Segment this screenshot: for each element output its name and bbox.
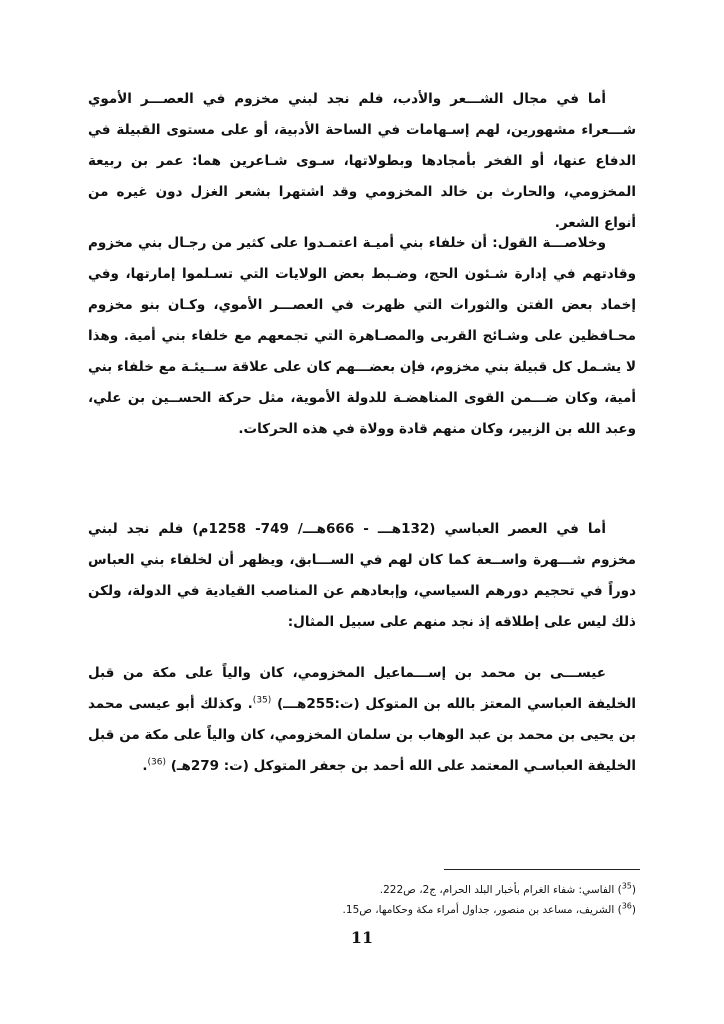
footnote-reference-36[interactable]: (36) (147, 757, 166, 768)
footnote-36: ($^{36}$) الشريف، مساعد بن منصور، جداول أمراء مكة وحكامها، ص15. (342, 901, 636, 916)
paragraph-2-text: وخلاصـــة القول: أن خلفاء بني أميـة اعتمـدوا على كثير من رجـال بني مخزوم وقادتهم في إدارة شـئون الحج، وضـبط بعض الولايات التي تسـلموا إمارتها، وفي إخماد بعض الفتن والثورات التي ظهرت في العصـــر الأموي، وكـان بنو مخزوم محـافظين على وشـائج القربى والمصـاهرة التي تجمعهم مع خلفاء بني أمية. وهذا لا يشـمل كل قبيلة بني مخزوم، فإن بعضـــهم كان على علاقة ســيئـة مع خلفاء بني أمية، وكان ضـــمن القوى المناهضـة للدولة الأموية، مثل حركة الحســين بن علي، وعبد الله بن الزبير، وكان منهم قادة وولاة في هذه الحركات. (88, 235, 636, 437)
paragraph-4-text-part-3: . (142, 758, 148, 774)
footnote-number: 35 (621, 881, 632, 891)
page-number: 11 (350, 928, 374, 947)
paragraph-4-text-part-1: عيســـى بن محمد بن إســـماعيل المخزومي، كان والياً على مكة من قبل الخليفة العباسي المعتز بالله بن المتوكل (ت:255هـــ) (88, 665, 636, 712)
body-paragraph-2 (88, 228, 636, 445)
footnote-35: ($^{35}$) الفاسي: شفاء الغرام بأخبار البلد الحرام، ج2، ص222. (379, 881, 636, 896)
footnote-reference-35[interactable]: (35) (252, 695, 272, 706)
body-paragraph-3 (88, 514, 636, 638)
footnote-text: الفاسي: شفاء الغرام بأخبار البلد الحرام، ج2، ص222. (379, 884, 615, 896)
footnote-number: 36 (621, 901, 632, 911)
paragraph-4-text-part-2: . وكذلك أبو عيسى محمد بن يحيى بن محمد بن عبد الوهاب بن سلمان المخزومي، كان والياً على مكة من قبل الخليفة العباسـي المعتمد على الله أحمد بن جعفر المتوكل (ت: 279هـ) (88, 696, 636, 774)
footnotes-section (88, 880, 636, 920)
footnote-separator (444, 869, 640, 870)
paragraph-3-text: أما في العصر العباسي (132هـــ - 666هـــ/ 749- 1258م) فلم نجد لبني مخزوم شـــهرة واســعة كما كان لهم في الســـابق، ويظهر أن لخلفاء بني العباس دوراً في تحجيم دورهم السياسي، وإبعادهم عن المناصب القيادية في الدولة، ولكن ذلك ليس على إطلاقه إذ نجد منهم على سبيل المثال: (88, 521, 636, 630)
body-paragraph-1 (88, 84, 636, 239)
body-paragraph-4 (88, 658, 636, 782)
paragraph-1-text: أما في مجال الشـــعر والأدب، فلم نجد لبني مخزوم في العصـــر الأموي شـــعراء مشهورين، لهم إسـهامات في الساحة الأدبية، أو على مستوى القبيلة في الدفاع عنها، أو الفخر بأمجادها وبطولاتها، سـوى شـاعرين هما: عمر بن ربيعة المخزومي، والحارث بن خالد المخزومي وقد اشتهرا بشعر الغزل دون غيره من أنواع الشعر. (88, 91, 636, 231)
footnote-text: الشريف، مساعد بن منصور، جداول أمراء مكة وحكامها، ص15. (342, 904, 615, 916)
